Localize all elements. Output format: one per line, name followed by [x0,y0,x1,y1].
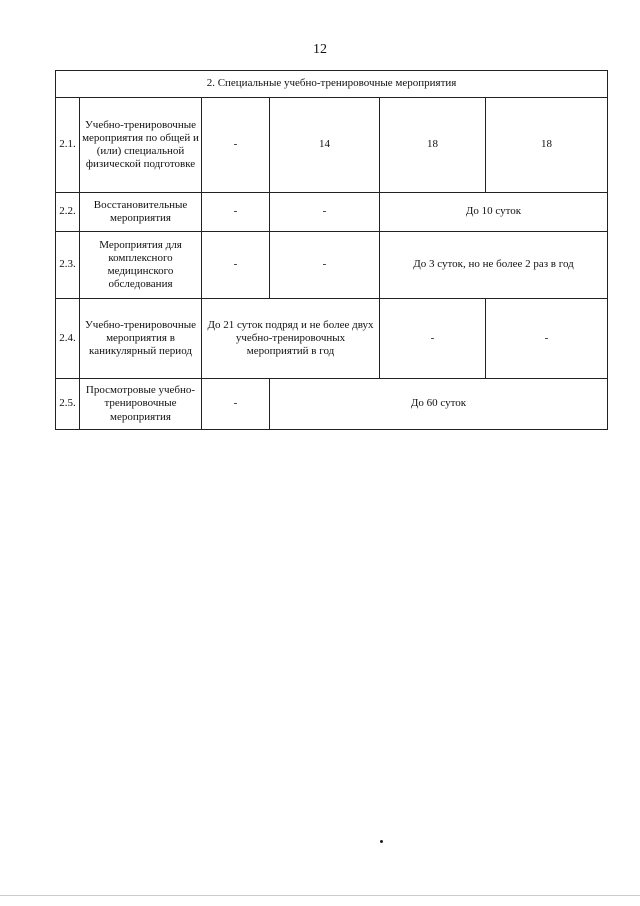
row-label: Просмотровые учебно-тренировочные мероприятия [80,379,202,430]
page-number: 12 [313,42,327,57]
table-cell: - [202,98,270,193]
training-events-table [55,70,608,430]
table-cell: - [202,379,270,430]
table-cell: - [270,232,380,299]
table-cell: До 3 суток, но не более 2 раз в год [380,232,608,299]
section-header-row [56,71,608,98]
row-label: Учебно-тренировочные мероприятия в каникулярный период [80,299,202,379]
scan-speck [380,840,383,843]
table-cell: 18 [486,98,608,193]
table-cell: До 10 суток [380,193,608,232]
table-row [56,299,608,379]
table-cell: 18 [380,98,486,193]
table-cell: - [270,193,380,232]
row-label: Восстановительные мероприятия [80,193,202,232]
table-cell: 14 [270,98,380,193]
table-row [56,379,608,430]
table-cell: - [202,193,270,232]
table-cell: - [486,299,608,379]
section-header: 2. Специальные учебно-тренировочные мероприятия [56,71,608,98]
row-number: 2.4. [56,299,80,379]
table-cell: - [202,232,270,299]
row-label: Мероприятия для комплексного медицинского обследования [80,232,202,299]
table-row [56,193,608,232]
table-row [56,98,608,193]
page-bottom-edge [0,895,640,906]
row-number: 2.3. [56,232,80,299]
row-number: 2.5. [56,379,80,430]
row-number: 2.2. [56,193,80,232]
table-cell: До 60 суток [270,379,608,430]
table-cell: До 21 суток подряд и не более двух учебно-тренировочных мероприятий в год [202,299,380,379]
table-row [56,232,608,299]
row-label: Учебно-тренировочные мероприятия по общей и (или) специальной физической подготовке [80,98,202,193]
table-cell: - [380,299,486,379]
row-number: 2.1. [56,98,80,193]
